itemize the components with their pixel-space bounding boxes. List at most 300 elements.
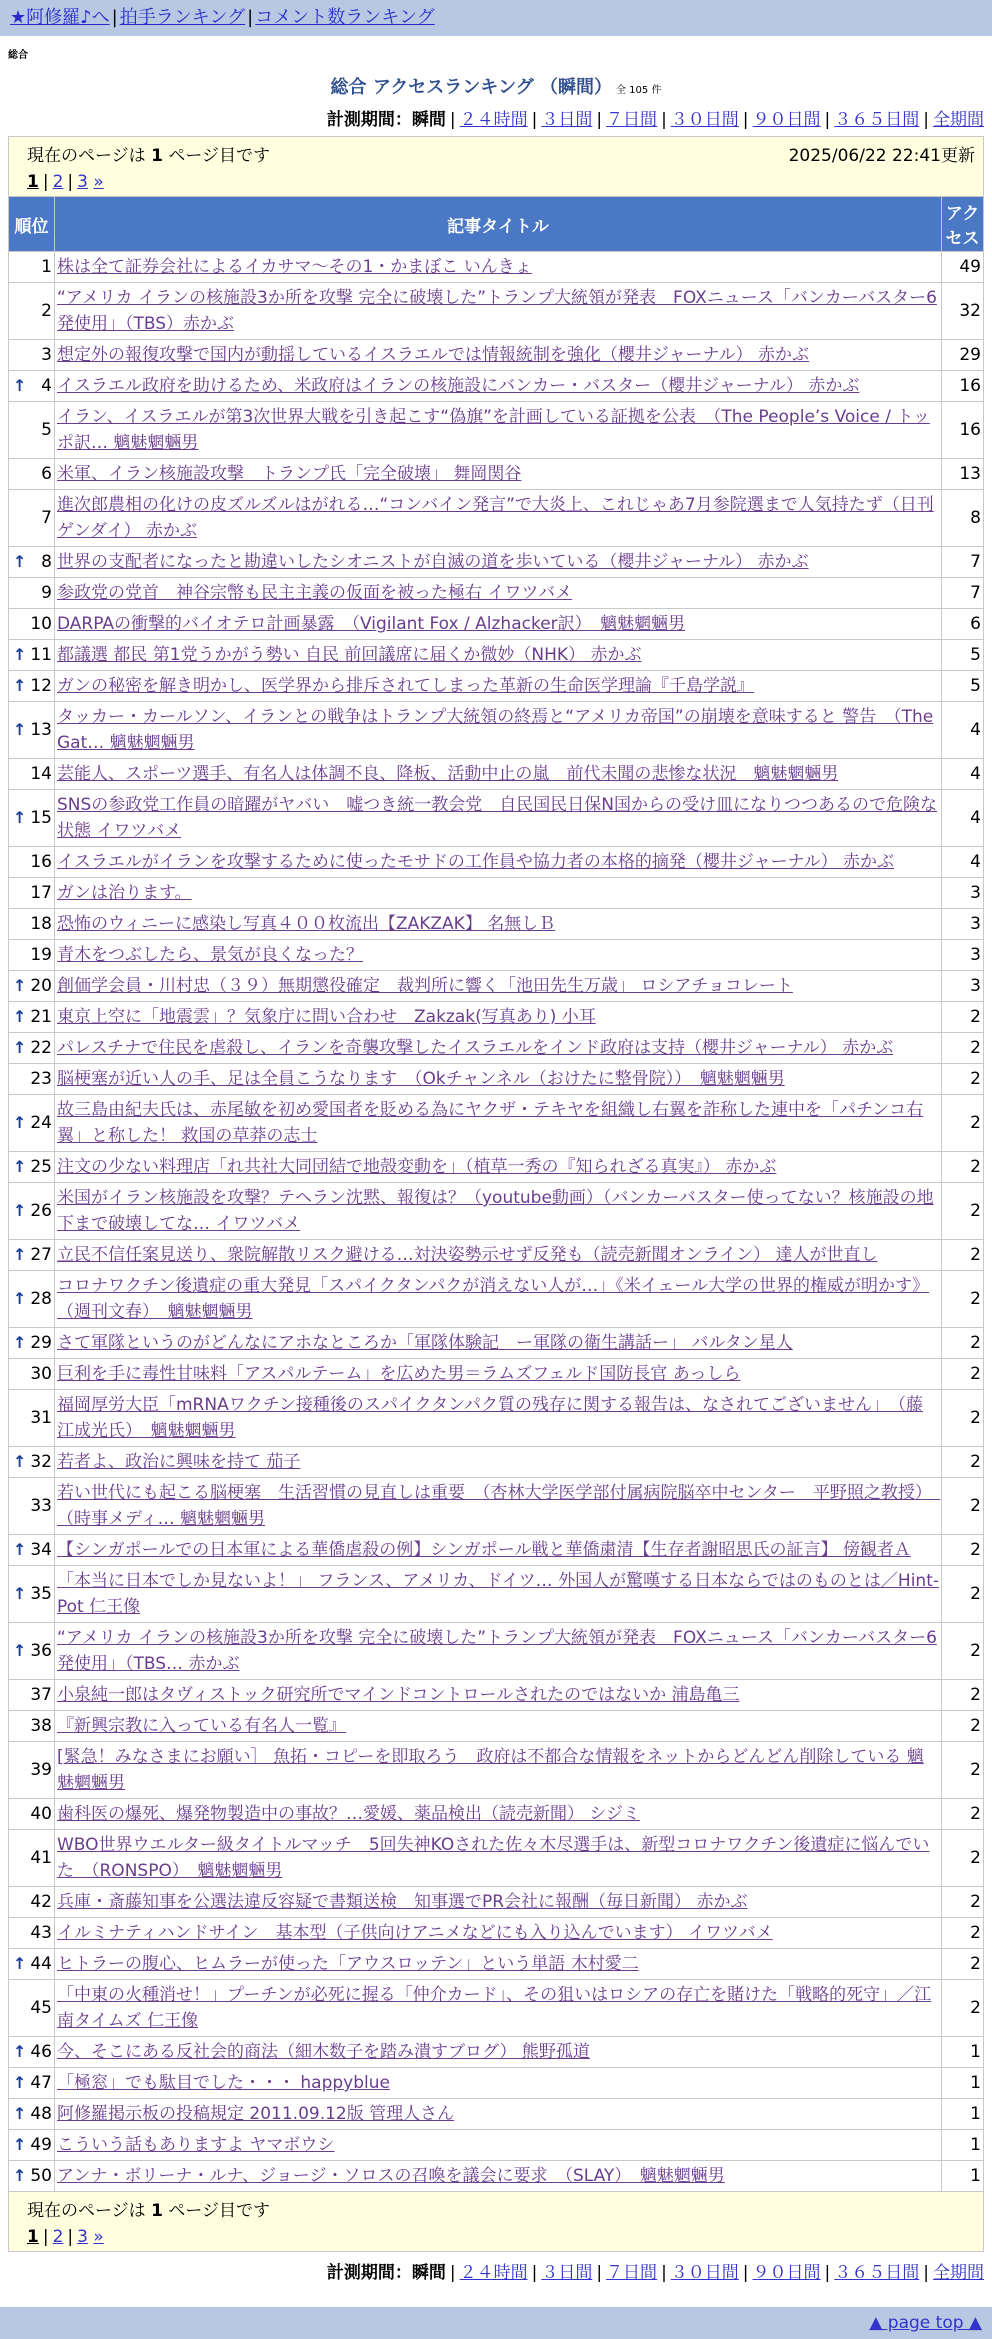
title-cell (55, 1095, 942, 1152)
period-current: 瞬間 (411, 110, 446, 130)
access-count: 2 (942, 1183, 984, 1240)
title-cell (55, 340, 942, 371)
period-current: 瞬間 (411, 2263, 446, 2283)
table-row (9, 2037, 984, 2068)
up-arrow-icon: ↑ (13, 1038, 27, 1057)
rank-cell (9, 759, 55, 790)
title-cell (55, 2068, 942, 2099)
up-arrow-icon: ↑ (13, 552, 27, 571)
up-arrow-icon: ↑ (13, 676, 27, 695)
title-cell (55, 252, 942, 283)
rank-number: 27 (30, 1245, 52, 1265)
rank-cell (9, 283, 55, 340)
up-arrow-icon: ↑ (13, 1954, 27, 1973)
rank-cell (9, 252, 55, 283)
rank-number: 42 (30, 1892, 52, 1912)
rank-number: 15 (30, 808, 52, 828)
period-link[interactable]: ３日間 (541, 2263, 593, 2283)
period-separator: | (531, 2263, 538, 2283)
article-link[interactable]: 若者よ、政治に興味を持て 茄子 (57, 1452, 301, 1472)
article-link[interactable]: 想定外の報復攻撃で国内が動揺しているイスラエルでは情報統制を強化（櫻井ジャーナル） 赤かぶ (57, 345, 810, 365)
updated-timestamp: 2025/06/22 22:41更新 (788, 146, 975, 166)
access-count: 2 (942, 1918, 984, 1949)
rank-number: 50 (30, 2166, 52, 2186)
title-cell (55, 1742, 942, 1799)
rank-cell (9, 402, 55, 459)
rank-cell (9, 2037, 55, 2068)
rank-number: 48 (30, 2104, 52, 2124)
title-cell (55, 2037, 942, 2068)
article-link[interactable]: 都議選 都民 第1党うかがう勢い 自民 前回議席に届くか微妙（NHK） 赤かぶ (57, 645, 642, 665)
period-link[interactable]: ３日間 (541, 110, 593, 130)
page-status: 現在のページは 1 ページ目です (27, 146, 270, 166)
rank-number: 1 (41, 257, 52, 277)
access-count: 16 (942, 402, 984, 459)
up-arrow-icon: ↑ (13, 976, 27, 995)
up-arrow-icon: ↑ (13, 1641, 27, 1660)
title-cell (55, 1033, 942, 1064)
ranking-table (8, 196, 984, 2192)
article-link[interactable]: イスラエルがイランを攻撃するために使ったモサドの工作員や協力者の本格的摘発（櫻井ジャーナル） 赤かぶ (57, 852, 895, 872)
rank-cell (9, 547, 55, 578)
title-cell (55, 1478, 942, 1535)
period-separator: | (661, 2263, 667, 2283)
article-link[interactable]: 故三島由紀夫氏は、赤尾敏を初め愛国者を貶める為にヤクザ・テキヤを組織し右翼を詐称した連中を「パチンコ右翼」と称した！ 救国の草莽の志士 (57, 1100, 924, 1146)
title-cell (55, 671, 942, 702)
article-link[interactable]: さて軍隊というのがどんなにアホなところか「軍隊体験記 ー軍隊の衛生講話ー」 バルタン星人 (57, 1333, 793, 1353)
table-row (9, 547, 984, 578)
up-arrow-icon: ↑ (13, 1584, 27, 1603)
table-row (9, 1002, 984, 1033)
article-link[interactable]: 「中東の火種消せ！」プーチンが必死に握る「仲介カード」、その狙いはロシアの存亡を賭けた「戦略的死守」／江南タイムズ 仁王像 (57, 1985, 932, 2031)
rank-number: 8 (41, 552, 52, 572)
rank-cell (9, 459, 55, 490)
access-count: 49 (942, 252, 984, 283)
article-link[interactable]: 参政党の党首 神谷宗幣も民主主義の仮面を被った極右 イワツバメ (57, 583, 573, 603)
article-link[interactable]: 【シンガポールでの日本軍による華僑虐殺の例】シンガポール戦と華僑粛清【生存者謝昭思氏の証言】 傍観者Ａ (57, 1540, 911, 1560)
rank-cell (9, 1152, 55, 1183)
rank-number: 17 (30, 883, 52, 903)
period-separator: | (596, 2263, 603, 2283)
period-selector-top (0, 105, 992, 130)
rank-number: 21 (30, 1007, 52, 1027)
rank-cell (9, 2068, 55, 2099)
up-arrow-icon: ↑ (13, 1452, 27, 1471)
top-nav-bar (0, 0, 992, 36)
page-title (0, 73, 992, 99)
table-row (9, 2068, 984, 2099)
title-cell (55, 1359, 942, 1390)
table-row (9, 940, 984, 971)
access-count: 3 (942, 971, 984, 1002)
table-row (9, 1980, 984, 2037)
access-count: 2 (942, 1002, 984, 1033)
article-link[interactable]: 注文の少ない料理店「れ共社大同団結で地殻変動を」（植草一秀の『知られざる真実』） 赤かぶ (57, 1157, 777, 1177)
title-cell (55, 283, 942, 340)
access-count: 13 (942, 459, 984, 490)
table-row (9, 2099, 984, 2130)
article-link[interactable]: 青木をつぶしたら、景気が良くなった？ (57, 945, 363, 965)
title-cell (55, 547, 942, 578)
table-row (9, 790, 984, 847)
table-row (9, 252, 984, 283)
access-count: 5 (942, 671, 984, 702)
up-arrow-icon: ↑ (13, 720, 27, 739)
title-cell (55, 1447, 942, 1478)
period-link[interactable]: ２４時間 (459, 2263, 528, 2283)
title-cell (55, 971, 942, 1002)
access-count: 2 (942, 1566, 984, 1623)
table-row (9, 1742, 984, 1799)
article-link[interactable]: WBO世界ウエルター級タイトルマッチ 5回失神KOされた佐々木尽選手は、新型コロナワクチン後遺症に悩んでいた （RONSPO） 魑魅魍魎男 (57, 1835, 930, 1881)
table-row (9, 283, 984, 340)
access-count: 4 (942, 759, 984, 790)
article-link[interactable]: 『新興宗教に入っている有名人一覧』 (57, 1716, 346, 1736)
article-link[interactable]: 創価学会員・川村忠（３９）無期懲役確定 裁判所に響く「池田先生万歳」 ロシアチョコレート (57, 976, 793, 996)
access-count: 2 (942, 1095, 984, 1152)
period-separator: | (923, 2263, 929, 2283)
page-top-link[interactable]: ▲ page top ▲ (869, 2313, 982, 2333)
title-cell (55, 2161, 942, 2192)
table-row (9, 847, 984, 878)
rank-cell (9, 371, 55, 402)
table-row (9, 1183, 984, 1240)
rank-number: 37 (30, 1685, 52, 1705)
access-count: 2 (942, 1742, 984, 1799)
article-link[interactable]: 若い世代にも起こる脳梗塞 生活習慣の見直しは重要 （杏林大学医学部付属病院脳卒中センター 平野照之教授） （時事メディ… 魑魅魍魎男 (57, 1483, 941, 1529)
rank-number: 43 (30, 1923, 52, 1943)
page-info-bottom (8, 2192, 984, 2252)
rank-cell (9, 1033, 55, 1064)
table-row (9, 609, 984, 640)
page-link[interactable]: 3 (77, 2227, 88, 2247)
clap-ranking-link[interactable]: 拍手ランキング (119, 7, 246, 28)
title-cell (55, 609, 942, 640)
rank-cell (9, 1918, 55, 1949)
period-link[interactable]: ９０日間 (752, 2263, 821, 2283)
article-link[interactable]: ヒトラーの腹心、ヒムラーが使った「アウスロッテン」という単語 木村愛二 (57, 1954, 639, 1974)
rank-cell (9, 1566, 55, 1623)
article-link[interactable]: “アメリカ イランの核施設3か所を攻撃 完全に破壊した”トランプ大統領が発表 FOXニュース「バンカーバスター6発使用」（TBS… 赤かぶ (57, 1628, 937, 1674)
period-link[interactable]: 全期間 (933, 2263, 984, 2283)
title-cell (55, 1183, 942, 1240)
article-link[interactable]: 米国がイラン核施設を攻撃？テヘラン沈黙、報復は？（youtube動画）（バンカーバスター使ってない？核施設の地下まで破壊してな… イワツバメ (57, 1188, 934, 1234)
period-label: 計測期間： (326, 110, 412, 130)
title-cell (55, 1064, 942, 1095)
title-cell (55, 640, 942, 671)
rank-number: 34 (30, 1540, 52, 1560)
rank-cell (9, 2130, 55, 2161)
table-row (9, 402, 984, 459)
article-link[interactable]: DARPAの衝撃的バイオテロ計画暴露 （Vigilant Fox / Alzhacker訳） 魑魅魍魎男 (57, 614, 686, 634)
article-link[interactable]: 小泉純一郎はタヴィストック研究所でマインドコントロールされたのではないか 浦島亀三 (57, 1685, 740, 1705)
rank-cell (9, 971, 55, 1002)
access-count: 2 (942, 1064, 984, 1095)
article-link[interactable]: SNSの参政党工作員の暗躍がヤバい 嘘つき統一教会党 自民国民日保N国からの受け皿になりつつあるので危険な状態 イワツバメ (57, 795, 938, 841)
up-arrow-icon: ↑ (13, 645, 27, 664)
article-link[interactable]: 歯科医の爆死、爆発物製造中の事故？…愛媛、薬品検出（読売新聞） シジミ (57, 1804, 640, 1824)
article-link[interactable]: 世界の支配者になったと勘違いしたシオニストが自滅の道を歩いている（櫻井ジャーナル） 赤かぶ (57, 552, 809, 572)
title-cell (55, 402, 942, 459)
title-cell (55, 1535, 942, 1566)
title-cell (55, 2099, 942, 2130)
rank-cell (9, 1478, 55, 1535)
rank-number: 23 (30, 1069, 52, 1089)
table-row (9, 490, 984, 547)
rank-cell (9, 1359, 55, 1390)
rank-number: 28 (30, 1289, 52, 1309)
up-arrow-icon: ↑ (13, 1245, 27, 1264)
article-link[interactable]: 米軍、イラン核施設攻撃 トランプ氏「完全破壊」 舞岡関谷 (57, 464, 522, 484)
rank-cell (9, 640, 55, 671)
rank-cell (9, 578, 55, 609)
rank-number: 16 (30, 852, 52, 872)
next-page-link[interactable]: » (93, 172, 104, 192)
rank-number: 39 (30, 1760, 52, 1780)
article-link[interactable]: コロナワクチン後遺症の重大発見「スパイクタンパクが消えない人が…」《米イェール大学の世界的権威が明かす》（週刊文春） 魑魅魍魎男 (57, 1276, 930, 1322)
article-link[interactable]: パレスチナで住民を虐殺し、イランを奇襲攻撃したイスラエルをインド政府は支持（櫻井ジャーナル） 赤かぶ (57, 1038, 894, 1058)
rank-cell (9, 1328, 55, 1359)
article-link[interactable]: 兵庫・斎藤知事を公選法違反容疑で書類送検 知事選でPR会社に報酬（毎日新聞） 赤かぶ (57, 1892, 748, 1912)
rank-header: 順位 (9, 197, 55, 252)
table-row (9, 671, 984, 702)
title-cell (55, 1390, 942, 1447)
rank-number: 47 (30, 2073, 52, 2093)
article-link[interactable]: 進次郎農相の化けの皮ズルズルはがれる…“コンバイン発言”で大炎上、これじゃあ7月参院選まで人気持たず（日刊ゲンダイ） 赤かぶ (57, 495, 934, 541)
article-link[interactable]: 巨利を手に毒性甘味料「アスパルテーム」を広めた男＝ラムズフェルド国防長官 あっしら (57, 1364, 741, 1384)
up-arrow-icon: ↑ (13, 2104, 27, 2123)
table-row (9, 1152, 984, 1183)
period-separator: | (824, 110, 831, 130)
access-count: 3 (942, 909, 984, 940)
title-cell (55, 1271, 942, 1328)
period-link[interactable]: ３０日間 (670, 110, 739, 130)
access-count: 2 (942, 1240, 984, 1271)
page-status: 現在のページは 1 ページ目です (27, 2201, 270, 2221)
period-separator: | (596, 110, 603, 130)
rank-cell (9, 1949, 55, 1980)
rank-number: 10 (30, 614, 52, 634)
article-link[interactable]: 芸能人、スポーツ選手、有名人は体調不良、降板、活動中止の嵐 前代未聞の悲惨な状況 魑魅魍魎男 (57, 764, 839, 784)
title-cell (55, 1240, 942, 1271)
article-link[interactable]: ガンの秘密を解き明かし、医学界から排斥されてしまった革新の生命医学理論『千島学説』 (57, 676, 754, 696)
access-count: 32 (942, 283, 984, 340)
period-link[interactable]: ３６５日間 (834, 2263, 920, 2283)
period-link[interactable]: ９０日間 (752, 110, 821, 130)
title-cell (55, 940, 942, 971)
rank-cell (9, 1980, 55, 2037)
table-row (9, 1566, 984, 1623)
nav-separator: | (111, 7, 118, 28)
access-count: 2 (942, 1328, 984, 1359)
rank-number: 25 (30, 1157, 52, 1177)
table-row (9, 371, 984, 402)
page-separator: | (42, 2227, 49, 2247)
article-link[interactable]: イスラエル政府を助けるため、米政府はイランの核施設にバンカー・バスター（櫻井ジャーナル） 赤かぶ (57, 376, 860, 396)
table-row (9, 340, 984, 371)
rank-number: 49 (30, 2135, 52, 2155)
access-count: 1 (942, 2099, 984, 2130)
rank-cell (9, 2161, 55, 2192)
article-link[interactable]: 「極窓」でも駄目でした・・・ happyblue (57, 2073, 390, 2093)
access-count: 2 (942, 1033, 984, 1064)
page-link[interactable]: 2 (52, 172, 64, 192)
rank-number: 45 (30, 1998, 52, 2018)
period-link[interactable]: ７日間 (606, 110, 658, 130)
access-count: 4 (942, 790, 984, 847)
article-link[interactable]: 株は全て証券会社によるイカサマ〜その1・かまぼこ いんきょ (57, 257, 532, 277)
pager-top (27, 172, 975, 192)
period-link[interactable]: ２４時間 (459, 110, 528, 130)
next-page-link[interactable]: » (93, 2227, 104, 2247)
article-link[interactable]: こういう話もありますよ ヤマボウシ (57, 2135, 335, 2155)
nav-separator: | (247, 7, 254, 28)
article-link[interactable]: タッカー・カールソン、イランとの戦争はトランプ大統領の終焉と“アメリカ帝国”の崩壊を意味すると 警告 （The Gat… 魑魅魍魎男 (57, 707, 934, 753)
access-count: 2 (942, 1623, 984, 1680)
access-count: 7 (942, 578, 984, 609)
period-selector-bottom (0, 2258, 992, 2283)
table-row (9, 1271, 984, 1328)
table-row (9, 1447, 984, 1478)
rank-number: 36 (30, 1641, 52, 1661)
page-current: 1 (27, 2227, 39, 2247)
rank-number: 46 (30, 2042, 52, 2062)
rank-cell (9, 909, 55, 940)
table-row (9, 878, 984, 909)
access-count: 7 (942, 547, 984, 578)
table-row (9, 1478, 984, 1535)
rank-number: 2 (41, 301, 52, 321)
access-count: 2 (942, 1152, 984, 1183)
up-arrow-icon: ↑ (13, 2166, 27, 2185)
page-link[interactable]: 3 (77, 172, 88, 192)
period-link[interactable]: ３０日間 (670, 2263, 739, 2283)
period-link[interactable]: ７日間 (606, 2263, 658, 2283)
rank-number: 13 (30, 720, 52, 740)
rank-cell (9, 1240, 55, 1271)
comment-ranking-link[interactable]: コメント数ランキング (255, 7, 435, 28)
up-arrow-icon: ↑ (13, 1113, 27, 1132)
table-row (9, 2161, 984, 2192)
title-cell (55, 1918, 942, 1949)
title-cell (55, 1830, 942, 1887)
rank-cell (9, 1680, 55, 1711)
rank-number: 6 (41, 464, 52, 484)
rank-cell (9, 702, 55, 759)
article-link[interactable]: 「本当に日本でしか見ないよ！」 フランス、アメリカ、ドイツ… 外国人が驚嘆する日本ならではのものとは／Hint-Pot 仁王像 (57, 1571, 939, 1617)
access-count: 2 (942, 1271, 984, 1328)
title-cell (55, 490, 942, 547)
rank-number: 24 (30, 1113, 52, 1133)
rank-number: 35 (30, 1584, 52, 1604)
page-link[interactable]: 2 (52, 2227, 64, 2247)
up-arrow-icon: ↑ (13, 1333, 27, 1352)
access-count: 16 (942, 371, 984, 402)
total-count: 全 105 件 (616, 85, 662, 96)
article-link[interactable]: 今、そこにある反社会的商法（細木数子を踏み潰すブログ） 熊野孤道 (57, 2042, 590, 2062)
title-cell (55, 1680, 942, 1711)
table-row (9, 1359, 984, 1390)
rank-cell (9, 1002, 55, 1033)
table-row (9, 971, 984, 1002)
rank-cell (9, 671, 55, 702)
period-label: 計測期間： (326, 2263, 412, 2283)
page-title-text: 総合 アクセスランキング （瞬間） (330, 77, 612, 98)
access-count: 1 (942, 2037, 984, 2068)
article-link[interactable]: アンナ・ボリーナ・ルナ、ジョージ・ソロスの召喚を議会に要求 （SLAY） 魑魅魍魎男 (57, 2166, 725, 2186)
title-cell (55, 1623, 942, 1680)
article-link[interactable]: 脳梗塞が近い人の手、足は全員こうなります （Okチャンネル（おけたに整骨院）） 魑魅魍魎男 (57, 1069, 785, 1089)
home-link[interactable]: ★阿修羅♪へ (10, 7, 110, 28)
title-cell (55, 847, 942, 878)
rank-cell (9, 2099, 55, 2130)
table-header-row (9, 197, 984, 252)
table-row (9, 459, 984, 490)
rank-number: 5 (41, 420, 52, 440)
period-separator: | (923, 110, 929, 130)
article-link[interactable]: イルミナティハンドサイン 基本型（子供向けアニメなどにも入り込んでいます） イワツバメ (57, 1923, 773, 1943)
period-link[interactable]: 全期間 (933, 110, 984, 130)
access-count: 6 (942, 609, 984, 640)
rank-number: 11 (30, 645, 52, 665)
period-separator: | (824, 2263, 831, 2283)
rank-number: 38 (30, 1716, 52, 1736)
table-row (9, 1949, 984, 1980)
article-link[interactable]: イラン、イスラエルが第3次世界大戦を引き起こす“偽旗”を計画している証拠を公表 （The People’s Voice / トッポ訳… 魑魅魍魎男 (57, 407, 930, 453)
article-link[interactable]: 立民不信任案見送り、衆院解散リスク避ける…対決姿勢示せず反発も（読売新聞オンライン） 達人が世直し (57, 1245, 878, 1265)
title-cell (55, 1711, 942, 1742)
article-link[interactable]: “アメリカ イランの核施設3か所を攻撃 完全に破壊した”トランプ大統領が発表 FOXニュース「バンカーバスター6発使用」（TBS）赤かぶ (57, 288, 937, 334)
article-link[interactable]: 恐怖のウィニーに感染し写真４００枚流出【ZAKZAK】 名無しＢ (57, 914, 556, 934)
access-count: 4 (942, 702, 984, 759)
access-count: 2 (942, 1830, 984, 1887)
period-separator: | (449, 110, 456, 130)
rank-cell (9, 1271, 55, 1328)
rank-number: 32 (30, 1452, 52, 1472)
rank-cell (9, 1095, 55, 1152)
article-link[interactable]: 福岡厚労大臣「mRNAワクチン接種後のスパイクタンパク質の残存に関する報告は、なされてございません」 （藤江成光氏） 魑魅魍魎男 (57, 1395, 923, 1441)
access-header: アクセス (942, 197, 984, 252)
rank-cell (9, 1799, 55, 1830)
period-link[interactable]: ３６５日間 (834, 110, 920, 130)
article-link[interactable]: 東京上空に「地震雲」？気象庁に問い合わせ Zakzak(写真あり) 小耳 (57, 1007, 596, 1027)
access-count: 1 (942, 2068, 984, 2099)
table-row (9, 1711, 984, 1742)
rank-cell (9, 1711, 55, 1742)
rank-number: 3 (41, 345, 52, 365)
access-count: 2 (942, 1887, 984, 1918)
rank-number: 18 (30, 914, 52, 934)
access-count: 2 (942, 1535, 984, 1566)
article-link[interactable]: [緊急！みなさまにお願い］ 魚拓・コピーを即取ろう 政府は不都合な情報をネットからどんどん削除している 魑魅魍魎男 (57, 1747, 924, 1793)
article-link[interactable]: ガンは治ります。 (57, 883, 192, 903)
title-cell (55, 1980, 942, 2037)
table-row (9, 578, 984, 609)
article-link[interactable]: 阿修羅掲示板の投稿規定 2011.09.12版 管理人さん (57, 2104, 455, 2124)
table-row (9, 909, 984, 940)
title-cell (55, 1949, 942, 1980)
rank-number: 40 (30, 1804, 52, 1824)
access-count: 2 (942, 1980, 984, 2037)
rank-number: 29 (30, 1333, 52, 1353)
rank-cell (9, 1064, 55, 1095)
page-info-top (8, 136, 984, 196)
up-arrow-icon: ↑ (13, 2073, 27, 2092)
title-cell (55, 790, 942, 847)
rank-cell (9, 1887, 55, 1918)
access-count: 3 (942, 878, 984, 909)
up-arrow-icon: ↑ (13, 376, 27, 395)
